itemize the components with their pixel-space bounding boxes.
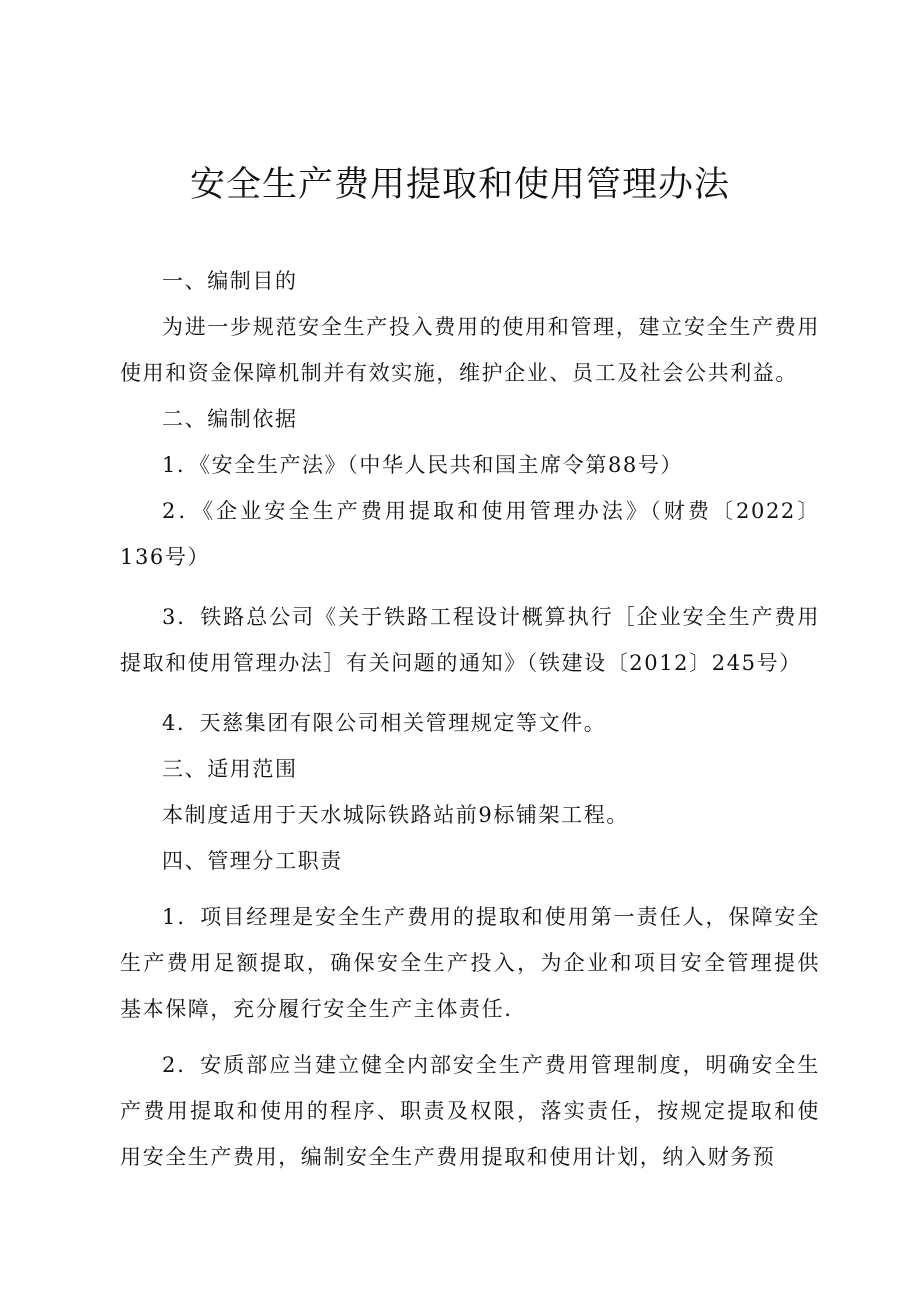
paragraph-scope: 本制度适用于天水城际铁路站前9标铺架工程。 bbox=[162, 803, 629, 827]
section-heading-basis: 二、编制依据 bbox=[162, 407, 298, 431]
section-heading-responsibilities: 四、管理分工职责 bbox=[162, 849, 343, 873]
section-heading-purpose: 一、编制目的 bbox=[162, 269, 298, 293]
responsibility-item-2: 2．安质部应当建立健全内部安全生产费用管理制度，明确安全生产费用提取和使用的程序、职责及权限，落实责任，按规定提取和使用安全生产费用，编制安全生产费用提取和使用计划，纳入财务预 bbox=[120, 1053, 820, 1169]
basis-item-3: 3．铁路总公司《关于铁路工程设计概算执行［企业安全生产费用提取和使用管理办法］有关问题的通知》（铁建设〔2012〕245号） bbox=[120, 605, 820, 675]
basis-item-4: 4．天慈集团有限公司相关管理规定等文件。 bbox=[162, 711, 607, 735]
responsibility-item-1: 1．项目经理是安全生产费用的提取和使用第一责任人，保障安全生产费用足额提取，确保安全生产投入，为企业和项目安全管理提供基本保障，充分履行安全生产主体责任. bbox=[120, 905, 820, 1021]
document-title: 安全生产费用提取和使用管理办法 bbox=[189, 165, 730, 205]
basis-item-1: 1．《安全生产法》（中华人民共和国主席令第88号） bbox=[162, 453, 684, 477]
paragraph-purpose: 为进一步规范安全生产投入费用的使用和管理，建立安全生产费用使用和资金保障机制并有效实施，维护企业、员工及社会公共利益。 bbox=[120, 315, 820, 385]
basis-item-2: 2．《企业安全生产费用提取和使用管理办法》（财费〔2022〕136号） bbox=[120, 499, 820, 569]
section-heading-scope: 三、适用范围 bbox=[162, 757, 298, 781]
document-body bbox=[120, 258, 820, 1180]
